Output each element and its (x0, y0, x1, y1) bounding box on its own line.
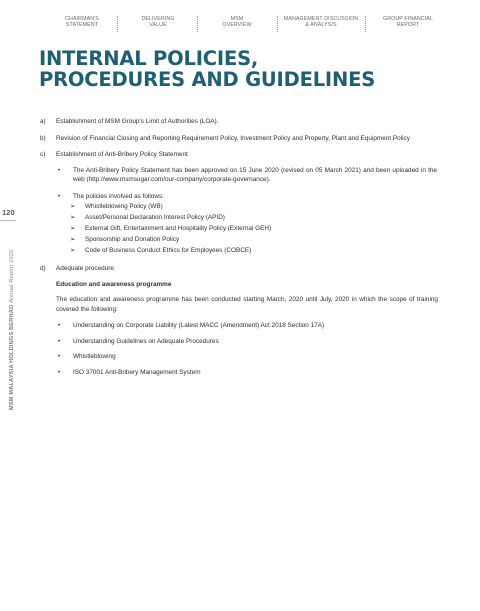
policy-item: External Gift, Entertainment and Hospitality Policy (External GEH) (85, 225, 272, 232)
policy-item: Code of Business Conduct Ethics for Employees (COBCE) (85, 247, 252, 254)
side-company-name: MSM MALAYSIA HOLDINGS BERHAD (9, 304, 15, 410)
item-b-label: b) (40, 135, 46, 142)
policy-item: Sponsorship and Donation Policy (85, 236, 180, 243)
nav-label-line1: CHAIRMAN'S (65, 16, 99, 22)
page-title-line1: INTERNAL POLICIES, (39, 47, 259, 70)
bullet-icon: • (58, 353, 61, 360)
nav-label-line2: OVERVIEW (222, 22, 252, 29)
item-d-heading: Education and awareness programme (56, 281, 172, 288)
nav-label-line2: REPORT (396, 22, 420, 29)
training-item: ISO 37001 Anti-Bribery Management System (73, 369, 201, 376)
item-c-label: c) (40, 151, 46, 158)
item-d-paragraph: The education and awareness programme has been conducted starting March, 2020 until July, 2020 in which the scope of training covered the following: (56, 296, 438, 313)
arrow-bullet-icon: ➢ (70, 236, 76, 243)
bullet-icon: • (58, 322, 61, 329)
training-item: Whistleblowing (73, 353, 116, 360)
policy-item: Whistleblowing Policy (WB) (85, 203, 163, 210)
training-item: Understanding on Corporate Liability (Latest MACC (Amendment) Act 2018 Section 17A) (73, 322, 325, 329)
nav-label-line2: STATEMENT (65, 22, 99, 29)
side-report-name: Annual Report 2020 (9, 249, 15, 303)
item-d-text: Adequate procedure (56, 265, 114, 272)
item-a-label: a) (40, 118, 46, 125)
bullet-icon: • (58, 369, 61, 376)
nav-label-line1: DELIVERING (141, 16, 175, 22)
item-c-text: Establishment of Anti-Bribery Policy Statement (56, 151, 188, 158)
arrow-bullet-icon: ➢ (70, 214, 76, 221)
arrow-bullet-icon: ➢ (70, 203, 76, 210)
bullet-icon: • (58, 193, 61, 200)
item-c-bullet2-text: The policies involved as follows: (73, 193, 164, 200)
nav-label-line1: MSM (230, 16, 244, 22)
nav-label-line1: MANAGEMENT DISCUSSION (283, 16, 359, 22)
bullet-icon: • (58, 338, 61, 345)
nav-label-line1: GROUP FINANCIAL (383, 16, 433, 22)
training-item: Understanding Guidelines on Adequate Procedures (73, 338, 219, 345)
item-c-bullet1-text: The Anti-Bribery Policy Statement has been approved on 15 June 2020 (revised on 05 March 2021) and been uploaded in the web (http://www.msmsugar.com/our-company/corporate-governance). (73, 167, 437, 184)
arrow-bullet-icon: ➢ (70, 247, 76, 254)
item-d-label: d) (40, 265, 46, 272)
arrow-bullet-icon: ➢ (70, 225, 76, 232)
bullet-icon: • (58, 167, 61, 174)
page-title-line2: PROCEDURES AND GUIDELINES (39, 68, 376, 91)
nav-label-line2: VALUE (149, 22, 167, 29)
item-a-text: Establishment of MSM Group's Limit of Authorities (LOA). (56, 118, 219, 125)
policy-item: Asset/Personal Declaration Interest Policy (APID) (85, 214, 225, 221)
nav-label-line2: & ANALYSIS (305, 22, 337, 29)
page-number: 120 (2, 208, 15, 217)
item-b-text: Revision of Financial Closing and Reporting Requirement Policy, Investment Policy and Property, Plant and Equipment Policy (56, 135, 410, 142)
